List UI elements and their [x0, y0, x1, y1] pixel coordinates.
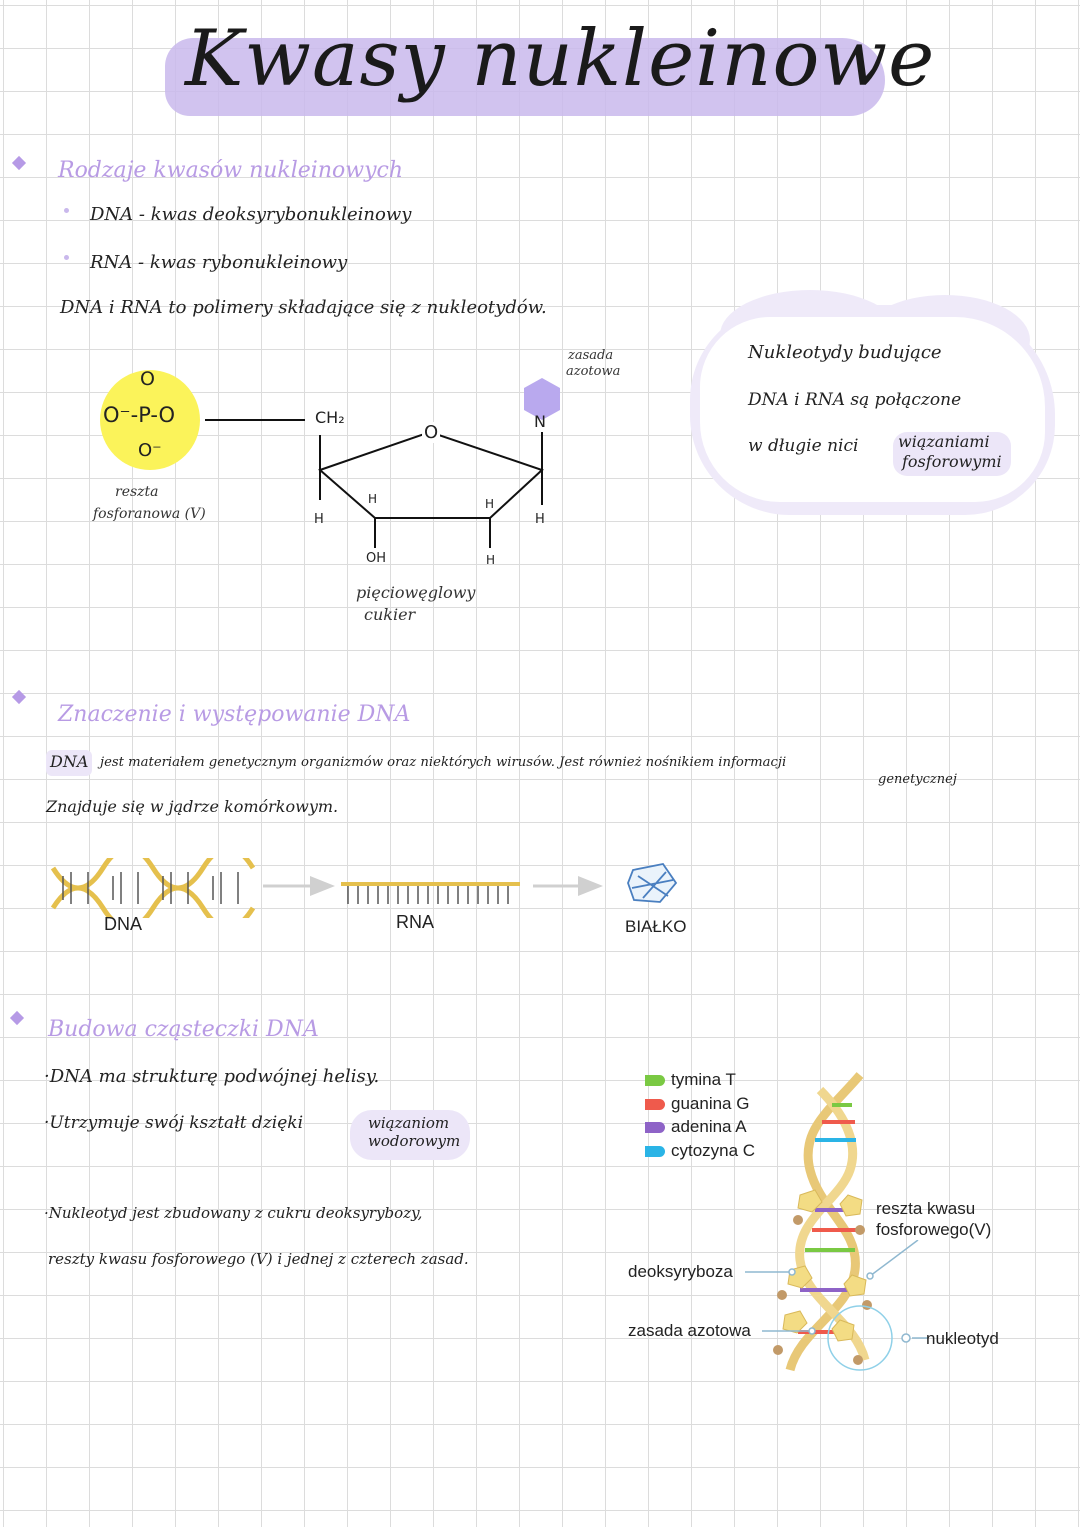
meaning-line-1-end: genetycznej — [878, 772, 957, 787]
section-heading-structure: Budowa cząsteczki DNA — [48, 1017, 319, 1042]
section-bullet — [12, 690, 26, 704]
meaning-line-2: Znajduje się w jądrze komórkowym. — [46, 797, 339, 816]
section-heading-types: Rodzaje kwasów nukleinowych — [58, 158, 403, 183]
dna-rna-protein-flow — [48, 858, 708, 918]
cloud-note-highlight-2: fosforowymi — [902, 452, 1002, 471]
dna-strand-1 — [53, 858, 253, 888]
cloud-note-line-1: Nukleotydy budujące — [748, 342, 942, 363]
structure-bullet-2-hl-1: wiązaniom — [368, 1114, 450, 1132]
list-dot — [64, 255, 69, 260]
legend-adenine: adenina A — [671, 1117, 747, 1136]
structure-bullet-2-hl-2: wodorowym — [368, 1132, 461, 1150]
label-nitrogen-base: zasada azotowa — [628, 1321, 751, 1340]
legend-swatch-cytosine — [645, 1146, 665, 1157]
flow-label-dna: DNA — [104, 914, 143, 934]
sugar-label-2: cukier — [364, 605, 416, 624]
base-label-1: zasada — [568, 348, 614, 363]
flow-label-rna: RNA — [396, 912, 435, 932]
list-item-dna: DNA - kwas deoksyrybonukleinowy — [90, 204, 412, 225]
meaning-line-1: jest materiałem genetycznym organizmów oraz niektórych wirusów. Jest również nośnikiem informacji — [100, 755, 787, 770]
h-c4: H — [314, 512, 324, 527]
label-nucleotide: nukleotyd — [926, 1329, 999, 1348]
phosphate-formula: O⁻-P-O — [103, 403, 176, 427]
phosphate-label-2: fosforanowa (V) — [93, 506, 206, 522]
flow-label-protein: BIAŁKO — [625, 917, 687, 936]
h-c3-top: H — [368, 492, 378, 506]
dna-strand-2 — [53, 888, 253, 918]
meaning-word-dna: DNA — [50, 752, 89, 771]
legend-guanine: guanina G — [671, 1094, 750, 1113]
oh-label: OH — [366, 551, 387, 566]
list-dot — [64, 208, 69, 213]
base-label-2: azotowa — [566, 364, 621, 379]
section-bullet — [10, 1011, 24, 1025]
legend-swatch-adenine — [645, 1122, 665, 1133]
structure-bullet-2: ·Utrzymuje swój kształt dzięki — [44, 1113, 304, 1133]
ring-oxygen: O — [424, 422, 439, 443]
label-phosphate-2: fosforowego(V) — [876, 1220, 992, 1239]
flow-arrow-1-head — [310, 876, 335, 896]
sugar-label-1: pięciowęglowy — [356, 583, 476, 602]
h-c2-top: H — [485, 497, 495, 511]
page-title: Kwasy nukleinowe — [185, 14, 936, 104]
sugar-ring — [320, 432, 542, 518]
phosphate-label-1: reszta — [115, 484, 159, 500]
label-phosphate-1: reszta kwasu — [876, 1199, 976, 1218]
phosphate-o-top: O — [140, 368, 155, 390]
polymer-summary: DNA i RNA to polimery składające się z nukleotydów. — [60, 297, 547, 318]
cloud-note-line-2: DNA i RNA są połączone — [748, 390, 962, 410]
dna-rungs — [63, 872, 238, 904]
cloud-note-highlight-1: wiązaniami — [898, 432, 990, 451]
legend-cytosine: cytozyna C — [671, 1141, 756, 1160]
section-bullet — [12, 156, 26, 170]
structure-para-1: ·Nukleotyd jest zbudowany z cukru deoksyrybozy, — [44, 1204, 423, 1222]
legend-swatch-guanine — [645, 1099, 665, 1110]
helix-pointer-lines — [740, 1240, 940, 1380]
base-nitrogen: N — [534, 412, 546, 431]
title-area — [165, 8, 936, 138]
label-deoxyribose: deoksyryboza — [628, 1262, 733, 1281]
structure-bullet-1: ·DNA ma strukturę podwójnej helisy. — [44, 1066, 380, 1087]
protein-icon — [628, 864, 676, 902]
h-c2-bottom: H — [486, 553, 496, 567]
legend-thymine: tymina T — [671, 1070, 736, 1089]
structure-para-2: reszty kwasu fosforowego (V) i jednej z czterech zasad. — [48, 1250, 469, 1268]
ch2-label: CH₂ — [315, 408, 345, 427]
phosphate-o-bottom: O⁻ — [138, 440, 162, 461]
section-heading-meaning: Znaczenie i występowanie DNA — [58, 702, 411, 727]
h-c1: H — [535, 512, 545, 527]
list-item-rna: RNA - kwas rybonukleinowy — [90, 252, 348, 273]
cloud-note-line-3: w długie nici — [748, 436, 859, 456]
rna-bases — [348, 886, 508, 904]
legend-swatch-thymine — [645, 1075, 665, 1086]
flow-arrow-2-head — [578, 876, 603, 896]
